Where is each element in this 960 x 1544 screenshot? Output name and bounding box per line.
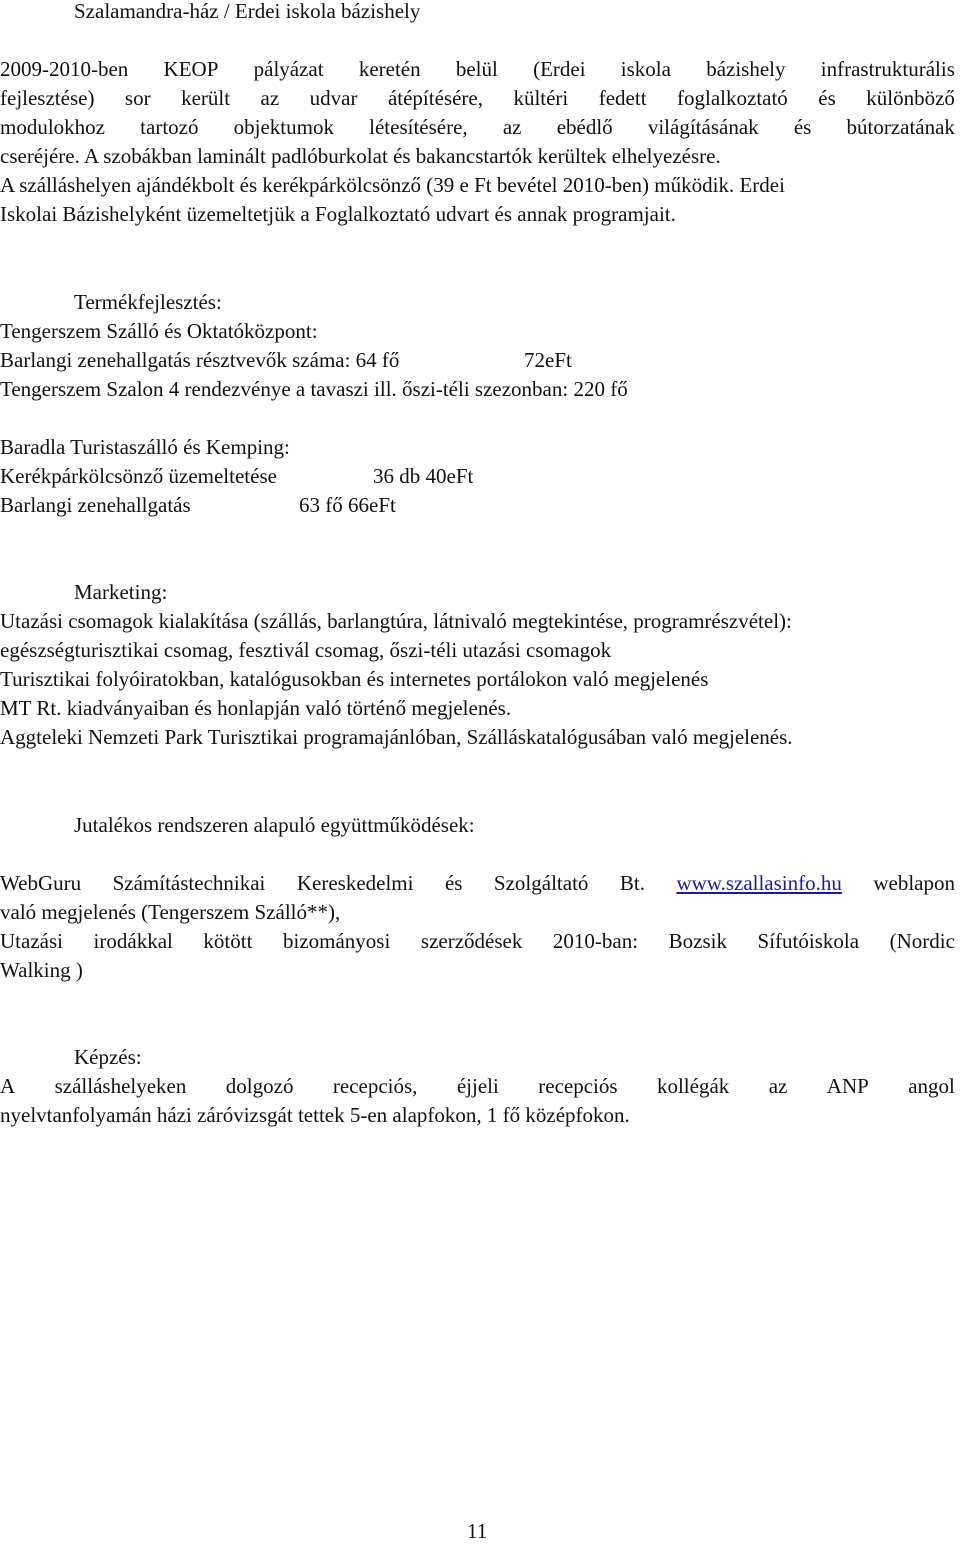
word: az: [768, 1074, 788, 1098]
intro-line-5: A szálláshelyen ajándékbolt és kerékpárkölcsönző (39 e Ft bevétel 2010-ben) működik. Erdei: [0, 173, 785, 197]
intro-line-1: [0, 56, 955, 82]
word: KEOP: [163, 57, 219, 81]
section-heading-product-dev: Termékfejlesztés:: [74, 290, 222, 314]
word: sor: [124, 86, 151, 110]
word: foglalkoztató: [677, 86, 788, 110]
word: (Nordic: [889, 929, 955, 953]
szallasinfo-link[interactable]: www.szallasinfo.hu: [676, 871, 842, 895]
tengerszem-title: Tengerszem Szálló és Oktatóközpont:: [0, 319, 318, 343]
word: szerződések: [420, 929, 523, 953]
word: különböző: [866, 86, 955, 110]
word: recepciós,: [332, 1074, 418, 1098]
baradla-title: Baradla Turistaszálló és Kemping:: [0, 435, 290, 459]
commission-line-3: [0, 928, 955, 954]
word: szálláshelyeken: [54, 1074, 187, 1098]
word: keretén: [358, 57, 421, 81]
word: Bt.: [619, 871, 645, 895]
word: létesítésére,: [369, 115, 468, 139]
marketing-line-4: MT Rt. kiadványaiban és honlapján való történő megjelenés.: [0, 696, 512, 720]
word: modulokhoz: [0, 115, 105, 139]
word: éjjeli: [456, 1074, 499, 1098]
word: ANP: [826, 1074, 869, 1098]
word: infrastrukturális: [820, 57, 955, 81]
word: kültéri: [513, 86, 569, 110]
word: fedett: [598, 86, 647, 110]
section-heading-marketing: Marketing:: [74, 580, 168, 604]
word: dolgozó: [225, 1074, 294, 1098]
baradla-row-1-value: 36 db 40eFt: [373, 464, 474, 488]
word: 2010-ban:: [552, 929, 639, 953]
word: az: [260, 86, 280, 110]
word: A: [0, 1074, 16, 1098]
word: tartozó: [140, 115, 199, 139]
commission-line-4: Walking ): [0, 958, 83, 982]
baradla-row-2-label: Barlangi zenehallgatás: [0, 493, 191, 517]
marketing-line-5: Aggteleki Nemzeti Park Turisztikai programajánlóban, Szálláskatalógusában való megjelenés.: [0, 725, 793, 749]
word: irodákkal: [93, 929, 173, 953]
word: Számítástechnikai: [112, 871, 266, 895]
marketing-line-3: Turisztikai folyóiratokban, katalógusokban és internetes portálokon való megjelenés: [0, 667, 709, 691]
word: Sífutóiskola: [757, 929, 860, 953]
intro-line-3: [0, 114, 955, 140]
word: kötött: [203, 929, 253, 953]
page-number: 11: [467, 1519, 488, 1543]
word: pályázat: [253, 57, 324, 81]
word: és: [793, 115, 812, 139]
word: az: [502, 115, 522, 139]
section-heading-commission: Jutalékos rendszeren alapuló együttműködések:: [74, 813, 475, 837]
word: Bozsik: [668, 929, 727, 953]
commission-line-1: [0, 870, 955, 896]
word: recepciós: [538, 1074, 618, 1098]
word: angol: [908, 1074, 955, 1098]
section-heading-training: Képzés:: [74, 1045, 142, 1069]
training-line-1: [0, 1073, 955, 1099]
word: objektumok: [233, 115, 334, 139]
word: belül: [455, 57, 498, 81]
tengerszem-row-1-label: Barlangi zenehallgatás résztvevők száma: 64 fő: [0, 348, 400, 372]
baradla-row-1-label: Kerékpárkölcsönző üzemeltetése: [0, 464, 277, 488]
commission-line-2: való megjelenés (Tengerszem Szálló**),: [0, 900, 341, 924]
word: bizományosi: [283, 929, 391, 953]
word: fejlesztése): [0, 86, 95, 110]
word: iskola: [620, 57, 671, 81]
word: (Erdei: [533, 57, 586, 81]
intro-line-2: [0, 85, 955, 111]
word: átépítésére,: [387, 86, 483, 110]
marketing-line-1: Utazási csomagok kialakítása (szállás, barlangtúra, látnivaló megtekintése, programrészvétel):: [0, 609, 792, 633]
word: kollégák: [656, 1074, 730, 1098]
page-title: Szalamandra-ház / Erdei iskola bázishely: [74, 0, 421, 23]
word: ebédlő: [556, 115, 613, 139]
intro-line-4: cseréjére. A szobákban laminált padlóburkolat és bakancstartók kerültek elhelyezésre.: [0, 144, 721, 168]
word: udvar: [309, 86, 358, 110]
training-line-2: nyelvtanfolyamán házi záróvizsgát tettek 5-en alapfokon, 1 fő középfokon.: [0, 1103, 630, 1127]
baradla-row-2-value: 63 fő 66eFt: [299, 493, 396, 517]
word: bútorzatának: [846, 115, 955, 139]
word: bázishely: [706, 57, 786, 81]
word: Szolgáltató: [493, 871, 589, 895]
word: világításának: [647, 115, 759, 139]
word: került: [181, 86, 231, 110]
marketing-line-2: egészségturisztikai csomag, fesztivál csomag, őszi-téli utazási csomagok: [0, 638, 612, 662]
word: és: [444, 871, 463, 895]
tengerszem-row-1-value: 72eFt: [524, 348, 572, 372]
intro-line-6: Iskolai Bázishelyként üzemeltetjük a Foglalkoztató udvart és annak programjait.: [0, 202, 676, 226]
tengerszem-row-2: Tengerszem Szalon 4 rendezvénye a tavaszi ill. őszi-téli szezonban: 220 fő: [0, 377, 628, 401]
word: WebGuru: [0, 871, 82, 895]
word: és: [818, 86, 836, 110]
commission-line-1-tail: weblapon: [873, 871, 955, 895]
word: Utazási: [0, 929, 63, 953]
word: 2009-2010-ben: [0, 57, 129, 81]
word: Kereskedelmi: [296, 871, 414, 895]
